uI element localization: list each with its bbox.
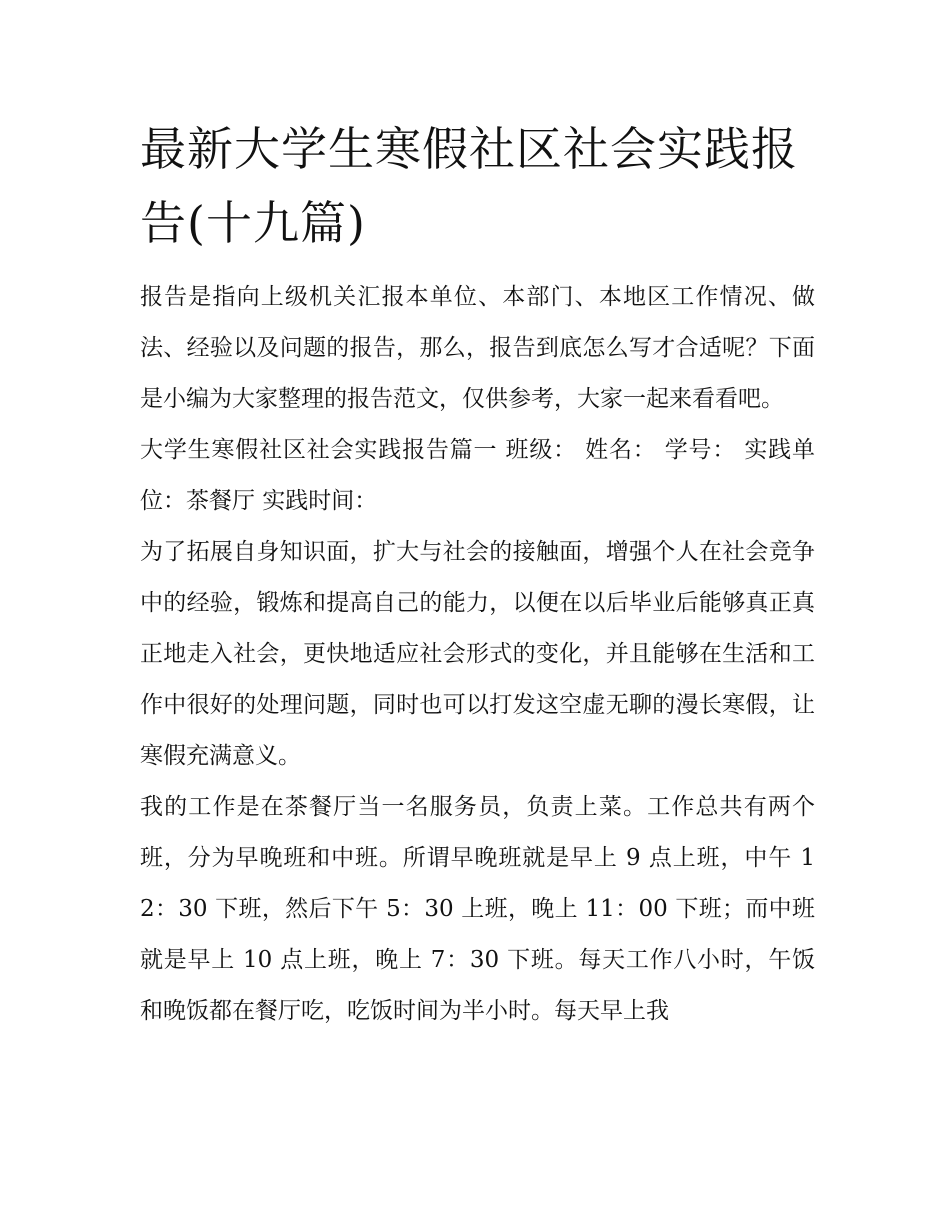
paragraph-header-info: 大学生寒假社区社会实践报告篇一 班级： 姓名： 学号： 实践单位：茶餐厅 实践时间： [140,437,815,514]
paragraph-purpose: 为了拓展自身知识面，扩大与社会的接触面，增强个人在社会竞争中的经验，锻炼和提高自己的能力，以便在以后毕业后能够真正真正地走入社会，更快地适应社会形式的变化，并且能够在生活和工作中很好的处理问题，同时也可以打发这空虚无聊的漫长寒假，让寒假充满意义。 [140,539,815,769]
paragraph-work-description: 我的工作是在茶餐厅当一名服务员，负责上菜。工作总共有两个班，分为早晚班和中班。所谓早晚班就是早上 9 点上班，中午 12：30 下班，然后下午 5：30 上班，晚上 11：00 下班；而中班就是早上 10 点上班，晚上 7：30 下班。每天工作八小时，午饭和晚饭都在餐厅吃，吃饭时间为半小时。每天早上我 [140,794,815,1024]
document-page [140,112,815,1037]
document-title: 最新大学生寒假社区社会实践报告(十九篇) [140,122,798,250]
paragraph-intro: 报告是指向上级机关汇报本单位、本部门、本地区工作情况、做法、经验以及问题的报告，那么，报告到底怎么写才合适呢？下面是小编为大家整理的报告范文，仅供参考，大家一起来看看吧。 [140,284,815,412]
